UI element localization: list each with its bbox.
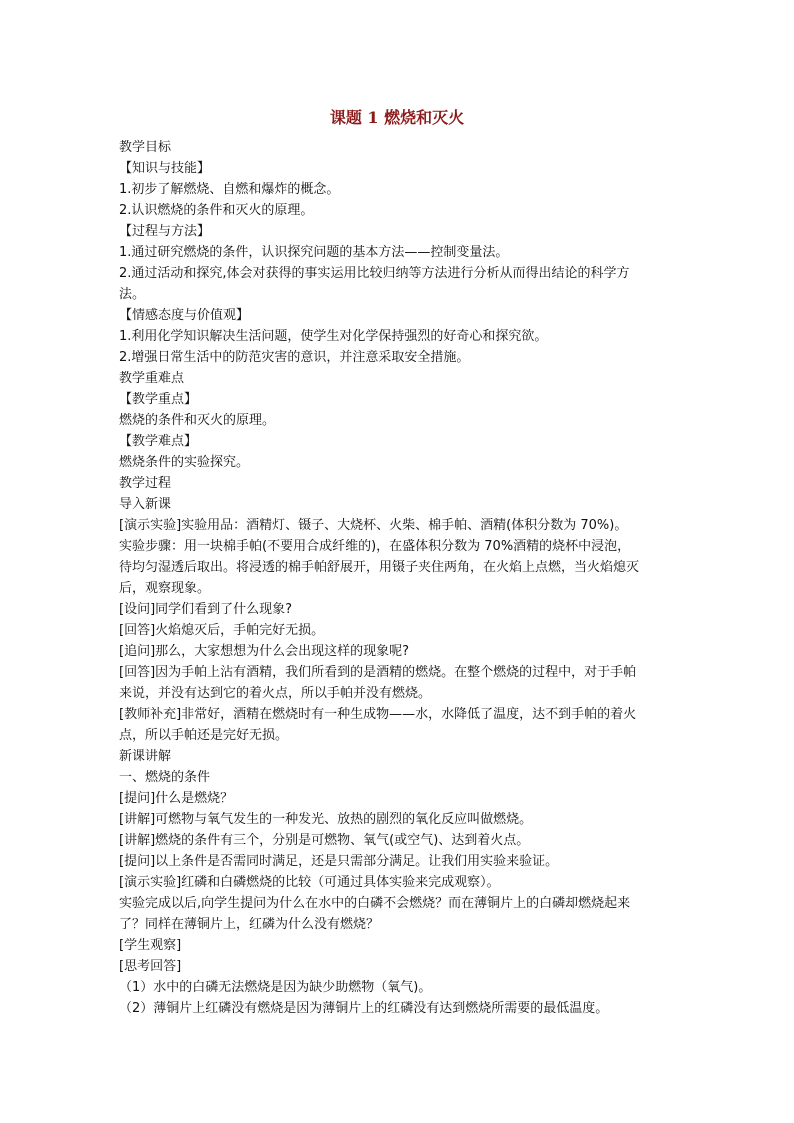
text-line: 点，所以手帕还是完好无损。 [119,728,289,743]
text-line: （2）薄铜片上红磷没有燃烧是因为薄铜片上的红磷没有达到燃烧所需要的最低温度。 [119,1001,609,1016]
page-title: 课题 1 燃烧和灭火 [329,108,465,127]
text-line: [追问]那么，大家想想为什么会出现这样的现象呢? [119,644,410,659]
text-line: [讲解]燃烧的条件有三个，分别是可燃物、氧气(或空气)、达到着火点。 [119,833,530,848]
text-line: 【教学重点】 [119,392,198,407]
text-line: 教学过程 [119,476,172,491]
text-line: 实验完成以后,向学生提问为什么在水中的白磷不会燃烧？而在薄铜片上的白磷却燃烧起来 [119,896,631,911]
text-line: 燃烧条件的实验探究。 [119,455,250,470]
text-line: 燃烧的条件和灭火的原理。 [119,413,276,428]
text-line: [学生观察] [119,938,182,953]
text-line: [提问]什么是燃烧？ [119,791,234,806]
text-line: [设问]同学们看到了什么现象? [119,602,293,617]
text-line: 待均匀湿透后取出。将浸透的棉手帕舒展开，用镊子夹住两角，在火焰上点燃，当火焰熄灭 [119,560,640,575]
text-line: [回答]火焰熄灭后，手帕完好无损。 [119,623,325,638]
text-line: 法。 [119,287,146,302]
text-line: 【过程与方法】 [119,224,211,239]
text-line: 教学目标 [119,140,172,155]
text-line: [演示实验]红磷和白磷燃烧的比较（可通过具体实验来完成观察）。 [119,875,500,890]
text-line: 1.通过研究燃烧的条件，认识探究问题的基本方法——控制变量法。 [119,245,509,260]
text-line: 【教学难点】 [119,434,198,449]
text-line: 1.利用化学知识解决生活问题，使学生对化学保持强烈的好奇心和探究欲。 [119,329,548,344]
text-line: 1.初步了解燃烧、自燃和爆炸的概念。 [119,182,340,197]
text-line: 【知识与技能】 [119,161,211,176]
text-line: 来说，并没有达到它的着火点，所以手帕并没有燃烧。 [119,686,432,701]
document-body [119,137,679,1019]
text-line: 2.认识燃烧的条件和灭火的原理。 [119,203,314,218]
text-line: [思考回答] [119,959,182,974]
text-line: 【情感态度与价值观】 [119,308,250,323]
text-line: 了？同样在薄铜片上，红磷为什么没有燃烧？ [119,917,380,932]
text-line: 一、燃烧的条件 [119,770,211,785]
text-line: 教学重难点 [119,371,185,386]
text-line: 新课讲解 [119,749,172,764]
text-line: 后，观察现象。 [119,581,211,596]
text-line: 2.增强日常生活中的防范灾害的意识，并注意采取安全措施。 [119,350,470,365]
text-line: 实验步骤：用一块棉手帕(不要用合成纤维的)，在盛体积分数为 70%酒精的烧杯中浸泡， [119,539,631,554]
text-line: [演示实验]实验用品：酒精灯、镊子、大烧杯、火柴、棉手帕、酒精(体积分数为 70%)。 [119,518,628,533]
text-line: 2.通过活动和探究,体会对获得的事实运用比较归纳等方法进行分析从而得出结论的科学方 [119,266,630,281]
text-line: [提问]以上条件是否需同时满足，还是只需部分满足。让我们用实验来验证。 [119,854,559,869]
text-line: （1）水中的白磷无法燃烧是因为缺少助燃物（氧气)。 [119,980,432,995]
text-line: [回答]因为手帕上沾有酒精，我们所看到的是酒精的燃烧。在整个燃烧的过程中，对于手帕 [119,665,637,680]
text-line: [教师补充]非常好，酒精在燃烧时有一种生成物——水，水降低了温度，达不到手帕的着火 [119,707,637,722]
text-line: 导入新课 [119,497,172,512]
text-line: [讲解]可燃物与氧气发生的一种发光、放热的剧烈的氧化反应叫做燃烧。 [119,812,533,827]
